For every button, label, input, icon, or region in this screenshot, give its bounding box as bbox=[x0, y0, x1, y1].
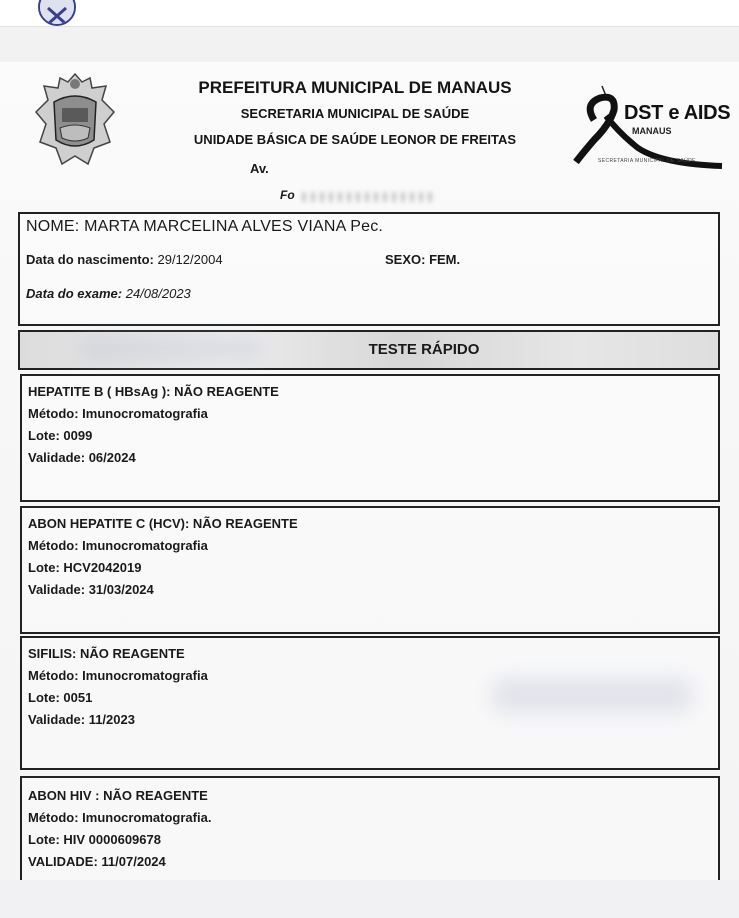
test-method: Método: Imunocromatografia. bbox=[28, 810, 212, 825]
avatar[interactable] bbox=[38, 0, 76, 26]
coat-of-arms-icon bbox=[32, 72, 118, 170]
exam-date-label: Data do exame: bbox=[26, 286, 123, 301]
header-health-secretariat: SECRETARIA MUNICIPAL DE SAÚDE bbox=[240, 106, 470, 121]
redaction-blur bbox=[492, 678, 692, 712]
test-method: Método: Imunocromatografia bbox=[28, 406, 208, 421]
birth-date-value: 29/12/2004 bbox=[157, 252, 223, 267]
dst-logo-footer: SECRETARIA MUNICIPAL DE SAÚDE bbox=[598, 158, 696, 164]
test-lot: Lote: 0051 bbox=[28, 690, 93, 705]
dst-logo-subtitle: MANAUS bbox=[632, 126, 672, 136]
test-method: Método: Imunocromatografia bbox=[28, 668, 208, 683]
app-top-bar bbox=[0, 0, 739, 27]
test-result: SIFILIS: NÃO REAGENTE bbox=[28, 646, 185, 661]
header-phone: Fo bbox=[280, 188, 295, 202]
test-result: ABON HIV : NÃO REAGENTE bbox=[28, 788, 208, 803]
test-lot: Lote: HIV 0000609678 bbox=[28, 832, 161, 847]
dst-logo-title: DST e AIDS bbox=[624, 102, 731, 124]
exam-date bbox=[26, 286, 191, 301]
document-photo bbox=[0, 62, 739, 880]
dst-aids-logo bbox=[572, 80, 732, 176]
test-method: Método: Imunocromatografia bbox=[28, 538, 208, 553]
patient-sex: SEXO: FEM. bbox=[385, 252, 461, 267]
test-result: HEPATITE B ( HBsAg ): NÃO REAGENTE bbox=[28, 384, 279, 399]
header-city-hall: PREFEITURA MUNICIPAL DE MANAUS bbox=[198, 78, 512, 97]
test-syphilis bbox=[20, 636, 720, 770]
test-hiv bbox=[20, 776, 720, 880]
letterhead bbox=[0, 62, 739, 212]
test-validity: Validade: 06/2024 bbox=[28, 450, 136, 465]
section-title: TESTE RÁPIDO bbox=[368, 341, 480, 358]
patient-birth-date bbox=[26, 252, 223, 267]
test-result: ABON HEPATITE C (HCV): NÃO REAGENTE bbox=[28, 516, 298, 531]
section-title-bar bbox=[18, 330, 720, 370]
test-lot: Lote: 0099 bbox=[28, 428, 93, 443]
test-hepatitis-b bbox=[20, 374, 720, 502]
header-health-unit: UNIDADE BÁSICA DE SAÚDE LEONOR DE FREITAS bbox=[193, 132, 517, 147]
test-hepatitis-c bbox=[20, 506, 720, 634]
patient-info-box bbox=[18, 212, 720, 326]
test-validity: Validade: 11/2023 bbox=[28, 712, 135, 727]
test-lot: Lote: HCV2042019 bbox=[28, 560, 142, 575]
bottom-bar bbox=[0, 880, 739, 918]
patient-name: NOME: MARTA MARCELINA ALVES VIANA Pec. bbox=[26, 218, 384, 235]
avatar-image bbox=[40, 0, 74, 24]
test-validity: VALIDADE: 11/07/2024 bbox=[28, 854, 166, 869]
birth-date-label: Data do nascimento: bbox=[26, 252, 154, 267]
header-address: Av. bbox=[250, 161, 269, 176]
exam-date-value: 24/08/2023 bbox=[125, 286, 191, 301]
phone-redaction bbox=[302, 192, 432, 202]
test-validity: Validade: 31/03/2024 bbox=[28, 582, 154, 597]
